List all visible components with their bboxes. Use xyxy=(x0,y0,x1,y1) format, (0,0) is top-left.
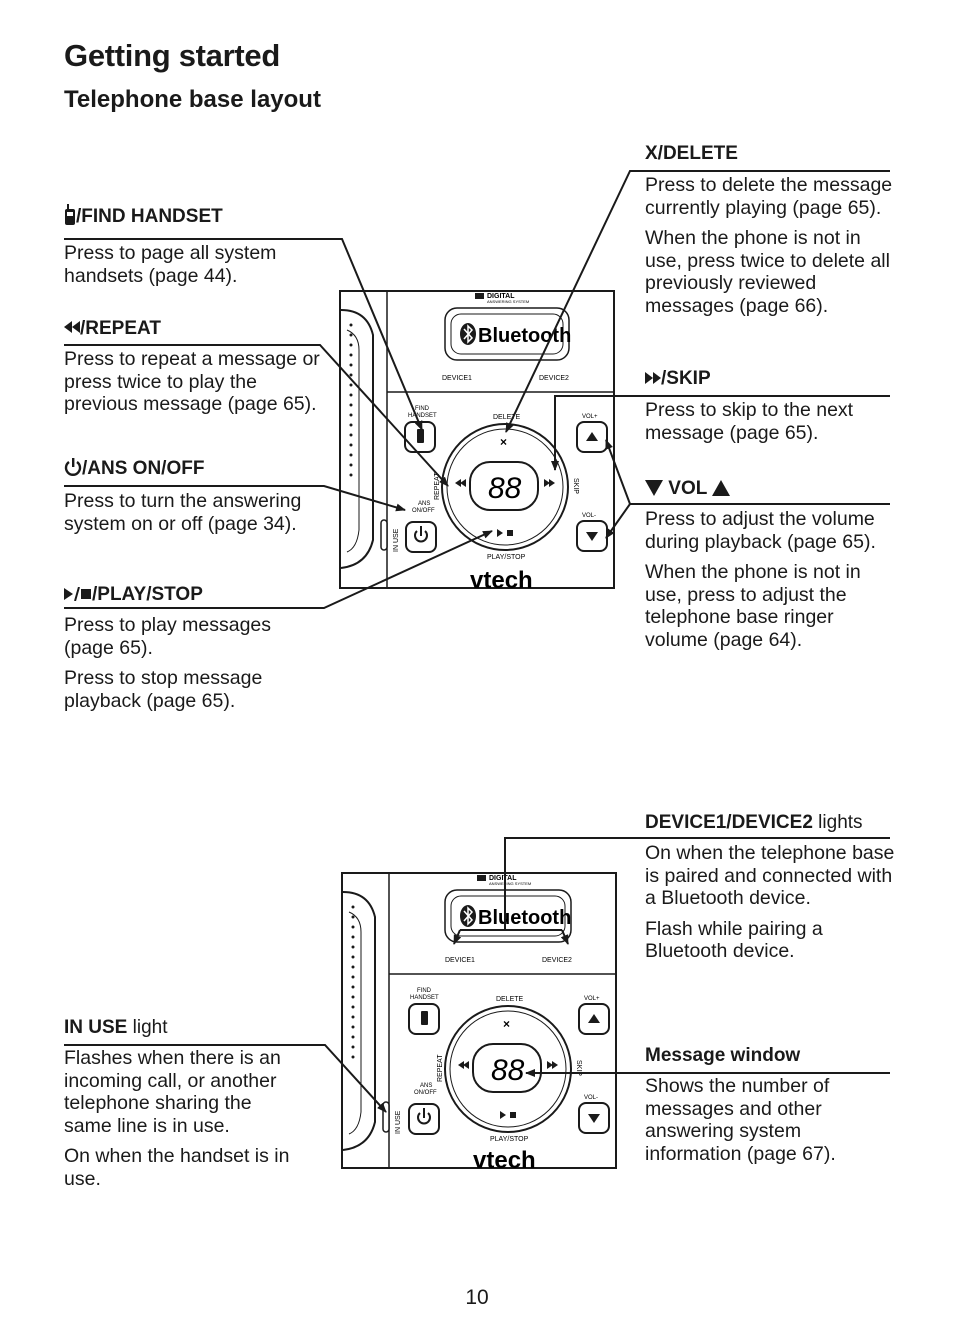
callout-text: When the phone is not in use, press twice to delete all previously reviewed messages (page 66). xyxy=(645,227,890,317)
callout-repeat xyxy=(64,318,334,340)
callout-text: On when the handset is in use. xyxy=(64,1145,290,1190)
callout-text: Flashes when there is an incoming call, or another telephone sharing the same line is in use. xyxy=(64,1047,281,1137)
callout-x-delete xyxy=(645,143,738,165)
repeat-label: REPEAT xyxy=(434,472,441,500)
skip-label: SKIP xyxy=(575,1060,582,1076)
callout-text: Press to delete the message currently playing (page 65). xyxy=(645,174,893,219)
callout-text: When the phone is not in use, press to adjust the telephone base ringer volume (page 64). xyxy=(645,561,861,651)
answering-system-text: ANSWERING SYSTEM xyxy=(489,881,532,886)
telephone-base-diagram-bottom xyxy=(341,872,617,1170)
callout-heading: /FIND HANDSET xyxy=(76,206,223,227)
vol-plus-label: VOL+ xyxy=(582,414,598,420)
callout-heading-suffix: light xyxy=(127,1017,168,1038)
callout-text: Press to repeat a message or press twice to play the previous message (page 65). xyxy=(64,348,320,415)
callout-body xyxy=(64,490,314,535)
callout-heading: VOL xyxy=(668,478,707,499)
callout-text: Press to adjust the volume during playback (page 65). xyxy=(645,508,876,553)
skip-label: SKIP xyxy=(572,478,579,494)
callout-text: Press to page all system handsets (page 44). xyxy=(64,242,277,287)
play-stop-label: PLAY/STOP xyxy=(487,554,526,561)
callout-heading: X/DELETE xyxy=(645,143,738,164)
callout-find-handset xyxy=(64,204,334,228)
page-number: 10 xyxy=(465,1286,489,1309)
callout-heading: IN USE xyxy=(64,1017,128,1038)
in-use-label: IN USE xyxy=(393,528,400,552)
callout-body xyxy=(64,242,334,287)
callout-heading: /REPEAT xyxy=(80,318,161,339)
callout-body xyxy=(645,508,895,651)
callout-body xyxy=(645,842,895,963)
callout-heading: DEVICE1/DEVICE2 xyxy=(645,812,813,833)
callout-play-stop xyxy=(64,584,334,606)
callout-heading-suffix: lights xyxy=(812,812,863,833)
delete-x-button[interactable]: × xyxy=(503,1017,511,1031)
callout-body xyxy=(64,1047,300,1190)
in-use-light xyxy=(381,520,387,550)
play-stop-label: PLAY/STOP xyxy=(490,1136,529,1143)
in-use-label: IN USE xyxy=(395,1110,402,1134)
play-stop-icon xyxy=(64,587,92,601)
callout-skip xyxy=(645,368,711,390)
bluetooth-label: Bluetooth xyxy=(478,907,572,929)
vol-minus-label: VOL- xyxy=(582,513,597,519)
handset-label: HANDSET xyxy=(410,995,439,1001)
vtech-logo: vtech xyxy=(470,567,533,590)
callout-heading: Message window xyxy=(645,1045,801,1066)
in-use-light xyxy=(383,1102,389,1132)
callout-text: Press to stop message playback (page 65). xyxy=(64,667,263,712)
vtech-logo: vtech xyxy=(473,1147,536,1170)
handset-icon xyxy=(64,204,76,226)
callout-body xyxy=(64,614,324,712)
callout-text: Press to skip to the next message (page 65). xyxy=(645,399,854,444)
vol-minus-label: VOL- xyxy=(584,1095,599,1101)
digital-logo-text: DIGITAL xyxy=(487,293,515,300)
triangle-down-icon xyxy=(645,480,663,496)
repeat-label: REPEAT xyxy=(437,1054,444,1082)
device1-light: DEVICE1 xyxy=(445,957,475,964)
callout-ans-onoff xyxy=(64,458,334,480)
answering-system-text: ANSWERING SYSTEM xyxy=(487,299,530,304)
handset-label: HANDSET xyxy=(408,413,437,419)
onoff-label: ON/OFF xyxy=(412,508,435,514)
delete-label: DELETE xyxy=(496,996,524,1003)
callout-text: Shows the number of messages and other answering system information (page 67). xyxy=(645,1075,836,1165)
callout-text: Press to turn the answering system on or off (page 34). xyxy=(64,490,302,535)
delete-x-button[interactable]: × xyxy=(500,435,508,449)
callout-heading: /PLAY/STOP xyxy=(92,584,203,605)
bluetooth-label: Bluetooth xyxy=(478,325,572,347)
message-counter: 88 xyxy=(488,472,522,505)
callout-vol xyxy=(645,478,730,500)
find-label: FIND xyxy=(415,406,429,412)
callout-heading: /ANS ON/OFF xyxy=(82,458,205,479)
page-title: Getting started xyxy=(64,38,280,73)
device2-light: DEVICE2 xyxy=(539,375,569,382)
fast-forward-icon xyxy=(645,371,661,385)
callout-text: On when the telephone base is paired and connected with a Bluetooth device. xyxy=(645,842,895,909)
callout-body xyxy=(645,399,895,444)
device2-light: DEVICE2 xyxy=(542,957,572,964)
callout-message-window xyxy=(645,1045,800,1067)
power-icon xyxy=(64,458,82,476)
message-counter: 88 xyxy=(491,1054,525,1087)
find-label: FIND xyxy=(417,988,431,994)
callout-device-lights xyxy=(645,812,863,834)
device1-light: DEVICE1 xyxy=(442,375,472,382)
ans-label: ANS xyxy=(420,1083,433,1089)
triangle-up-icon xyxy=(712,480,730,496)
callout-body xyxy=(64,348,326,416)
telephone-base-diagram-top xyxy=(339,290,615,590)
ans-label: ANS xyxy=(418,501,431,507)
page-subtitle: Telephone base layout xyxy=(64,86,321,113)
callout-heading: /SKIP xyxy=(661,368,711,389)
callout-body xyxy=(645,174,895,317)
callout-text: Flash while pairing a Bluetooth device. xyxy=(645,917,823,962)
digital-logo-text: DIGITAL xyxy=(489,875,517,882)
vol-plus-label: VOL+ xyxy=(584,996,600,1002)
callout-body xyxy=(645,1075,895,1165)
callout-in-use xyxy=(64,1017,168,1039)
rewind-icon xyxy=(64,320,80,334)
callout-text: Press to play messages (page 65). xyxy=(64,614,272,659)
onoff-label: ON/OFF xyxy=(414,1090,437,1096)
delete-label: DELETE xyxy=(493,414,521,421)
